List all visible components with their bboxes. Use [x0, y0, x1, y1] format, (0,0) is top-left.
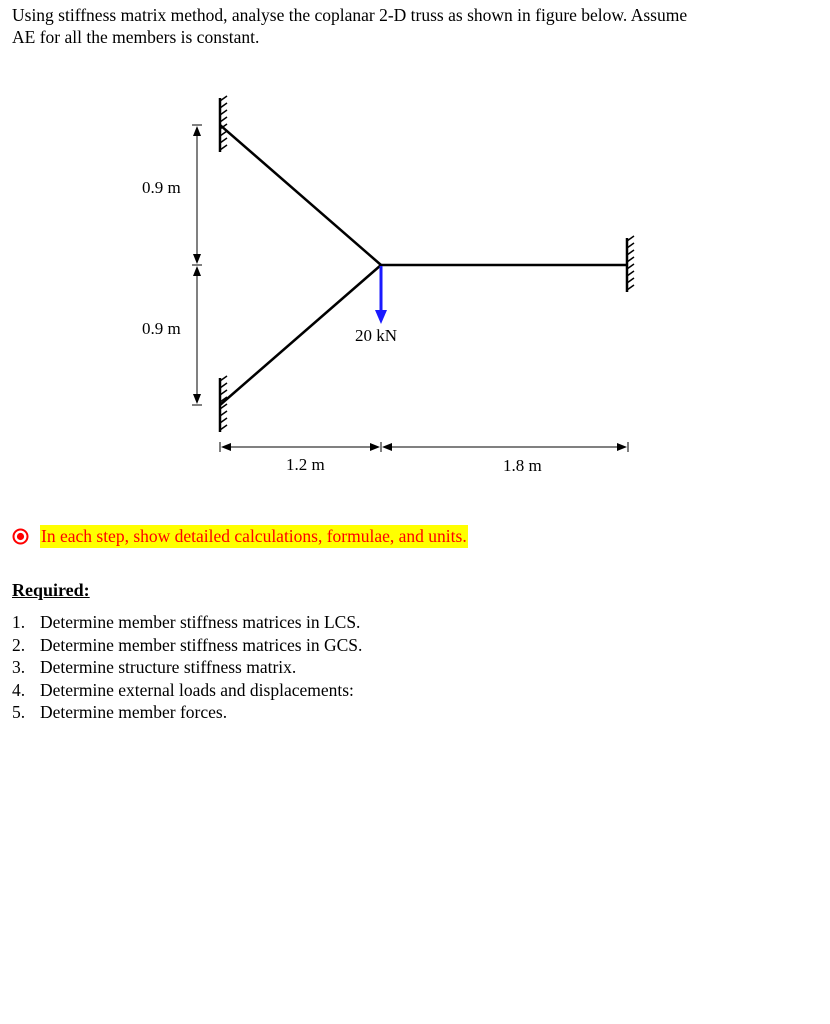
note-text: In each step, show detailed calculations, formulae, and units.	[41, 525, 467, 546]
step-number: 5.	[12, 702, 26, 722]
support-top	[220, 96, 227, 152]
required-steps-list	[12, 611, 362, 724]
problem-line-2: AE for all the members is constant.	[12, 27, 260, 47]
dim-arrow-center-right	[370, 443, 380, 451]
dim-arrow-left	[221, 443, 231, 451]
step-number: 3.	[12, 657, 26, 677]
step-text: Determine member stiffness matrices in LCS.	[40, 612, 361, 632]
required-heading: Required:	[12, 580, 90, 600]
dim-arrow-mid-down	[193, 254, 201, 264]
load-arrow-head	[375, 310, 387, 324]
list-item	[12, 656, 362, 679]
list-item	[12, 701, 362, 724]
member-top-diagonal	[220, 125, 381, 265]
dimension-horizontal	[220, 442, 628, 452]
dim-arrow-bottom-down	[193, 394, 201, 404]
step-text: Determine member stiffness matrices in GCS.	[40, 634, 363, 655]
support-right	[627, 236, 634, 292]
list-item	[12, 679, 362, 702]
problem-line-1: Using stiffness matrix method, analyse the coplanar 2-D truss as shown in figure below. Assume	[12, 5, 688, 25]
list-item	[12, 611, 362, 634]
dim-arrow-mid-up	[193, 266, 201, 276]
radio-bullet-icon	[12, 524, 29, 548]
step-number: 1.	[12, 612, 26, 632]
step-text: Determine member forces.	[40, 702, 228, 722]
instruction-note	[12, 524, 468, 548]
dimension-vertical	[192, 125, 202, 405]
dim-arrow-right	[617, 443, 627, 451]
step-number: 4.	[12, 679, 26, 700]
dim-arrow-center-left	[382, 443, 392, 451]
list-item	[12, 634, 362, 657]
truss-figure	[0, 0, 830, 500]
label-dim-left-lower: 0.9 m	[142, 319, 181, 338]
label-dim-bottom-left: 1.2 m	[286, 455, 325, 474]
label-load: 20 kN	[355, 326, 398, 345]
support-bottom	[220, 376, 227, 432]
dim-arrow-top-up	[193, 126, 201, 136]
step-text: Determine structure stiffness matrix.	[40, 657, 297, 677]
step-text: Determine external loads and displacements:	[40, 679, 354, 700]
label-dim-bottom-right: 1.8 m	[503, 456, 542, 475]
label-dim-left-upper: 0.9 m	[142, 178, 181, 197]
step-number: 2.	[12, 634, 26, 655]
